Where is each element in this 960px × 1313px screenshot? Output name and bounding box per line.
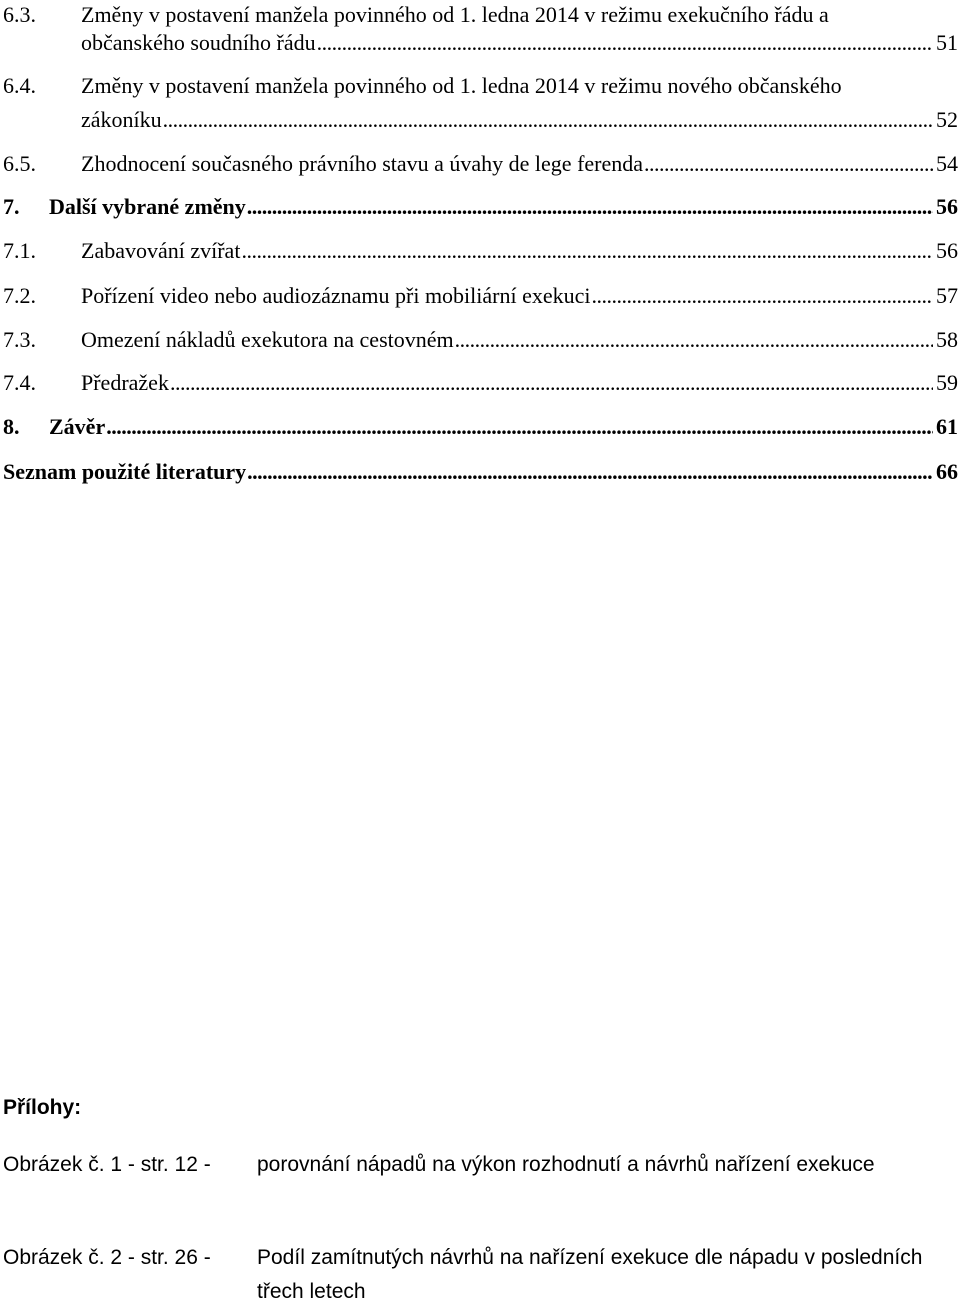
toc-entry-title: Pořízení video nebo audiozáznamu při mobiliární exekuci	[81, 283, 591, 308]
toc-entry-6-4-line1[interactable]	[0, 71, 960, 101]
toc-leader-dots	[106, 412, 933, 442]
toc-entry-page: 59	[936, 370, 958, 395]
toc-entry-page: 54	[936, 151, 958, 176]
toc-entry-number: 6.5.	[3, 151, 36, 176]
toc-entry-page: 58	[936, 327, 958, 352]
toc-entry-7[interactable]	[0, 192, 960, 222]
attachment-item	[3, 1148, 953, 1220]
toc-leader-dots	[241, 236, 933, 266]
toc-leader-dots	[644, 149, 933, 179]
toc-leader-dots	[317, 28, 933, 58]
toc-entry-page: 56	[936, 194, 958, 219]
toc-entry-bibliography[interactable]	[0, 457, 960, 487]
toc-entry-number: 6.3.	[3, 2, 36, 27]
toc-entry-number: 6.4.	[3, 73, 36, 98]
toc-entry-6-3-line1[interactable]	[0, 0, 960, 30]
toc-leader-dots	[163, 105, 933, 135]
attachment-item	[3, 1241, 953, 1313]
attachment-label: Obrázek č. 2 - str. 26 -	[3, 1246, 211, 1269]
toc-entry-title-line1: Změny v postavení manžela povinného od 1. ledna 2014 v režimu nového občanského	[81, 73, 842, 98]
toc-leader-dots	[592, 281, 933, 311]
toc-entry-number: 8.	[3, 414, 20, 439]
attachment-description: Podíl zamítnutých návrhů na nařízení exekuce dle nápadu v posledních třech letech	[257, 1246, 923, 1303]
toc-entry-title: Omezení nákladů exekutora na cestovném	[81, 327, 454, 352]
toc-entry-title: Zhodnocení současného právního stavu a úvahy de lege ferenda	[81, 151, 644, 176]
toc-entry-page: 66	[936, 459, 958, 484]
toc-entry-number: 7.2.	[3, 283, 36, 308]
toc-entry-number: 7.4.	[3, 370, 36, 395]
toc-entry-6-5[interactable]	[0, 149, 960, 179]
toc-entry-7-4[interactable]	[0, 368, 960, 398]
toc-entry-number: 7.	[3, 194, 20, 219]
toc-entry-title: Předražek	[81, 370, 169, 395]
toc-entry-page: 61	[936, 414, 958, 439]
toc-entry-title: Další vybrané změny	[49, 194, 246, 219]
toc-leader-dots	[455, 325, 933, 355]
toc-entry-page: 52	[936, 107, 958, 132]
toc-entry-page: 51	[936, 30, 958, 55]
toc-entry-6-4[interactable]	[0, 105, 960, 135]
toc-entry-7-2[interactable]	[0, 281, 960, 311]
attachments-heading: Přílohy:	[3, 1096, 82, 1119]
toc-entry-title: Závěr	[49, 414, 106, 439]
toc-entry-title: Zabavování zvířat	[81, 238, 241, 263]
attachment-label: Obrázek č. 1 - str. 12 -	[3, 1153, 211, 1176]
toc-entry-7-1[interactable]	[0, 236, 960, 266]
toc-entry-title: Seznam použité literatury	[3, 459, 247, 484]
toc-entry-title: zákoníku	[81, 107, 162, 132]
toc-entry-7-3[interactable]	[0, 325, 960, 355]
toc-entry-page: 57	[936, 283, 958, 308]
toc-entry-title-line1: Změny v postavení manžela povinného od 1. ledna 2014 v režimu exekučního řádu a	[81, 2, 829, 27]
toc-leader-dots	[247, 192, 933, 222]
toc-leader-dots	[170, 368, 933, 398]
toc-entry-8[interactable]	[0, 412, 960, 442]
toc-entry-6-3[interactable]	[0, 28, 960, 58]
toc-leader-dots	[247, 457, 933, 487]
attachment-description: porovnání nápadů na výkon rozhodnutí a návrhů nařízení exekuce	[257, 1153, 875, 1176]
toc-entry-number: 7.1.	[3, 238, 36, 263]
toc-entry-title: občanského soudního řádu	[81, 30, 316, 55]
toc-entry-number: 7.3.	[3, 327, 36, 352]
toc-entry-page: 56	[936, 238, 958, 263]
